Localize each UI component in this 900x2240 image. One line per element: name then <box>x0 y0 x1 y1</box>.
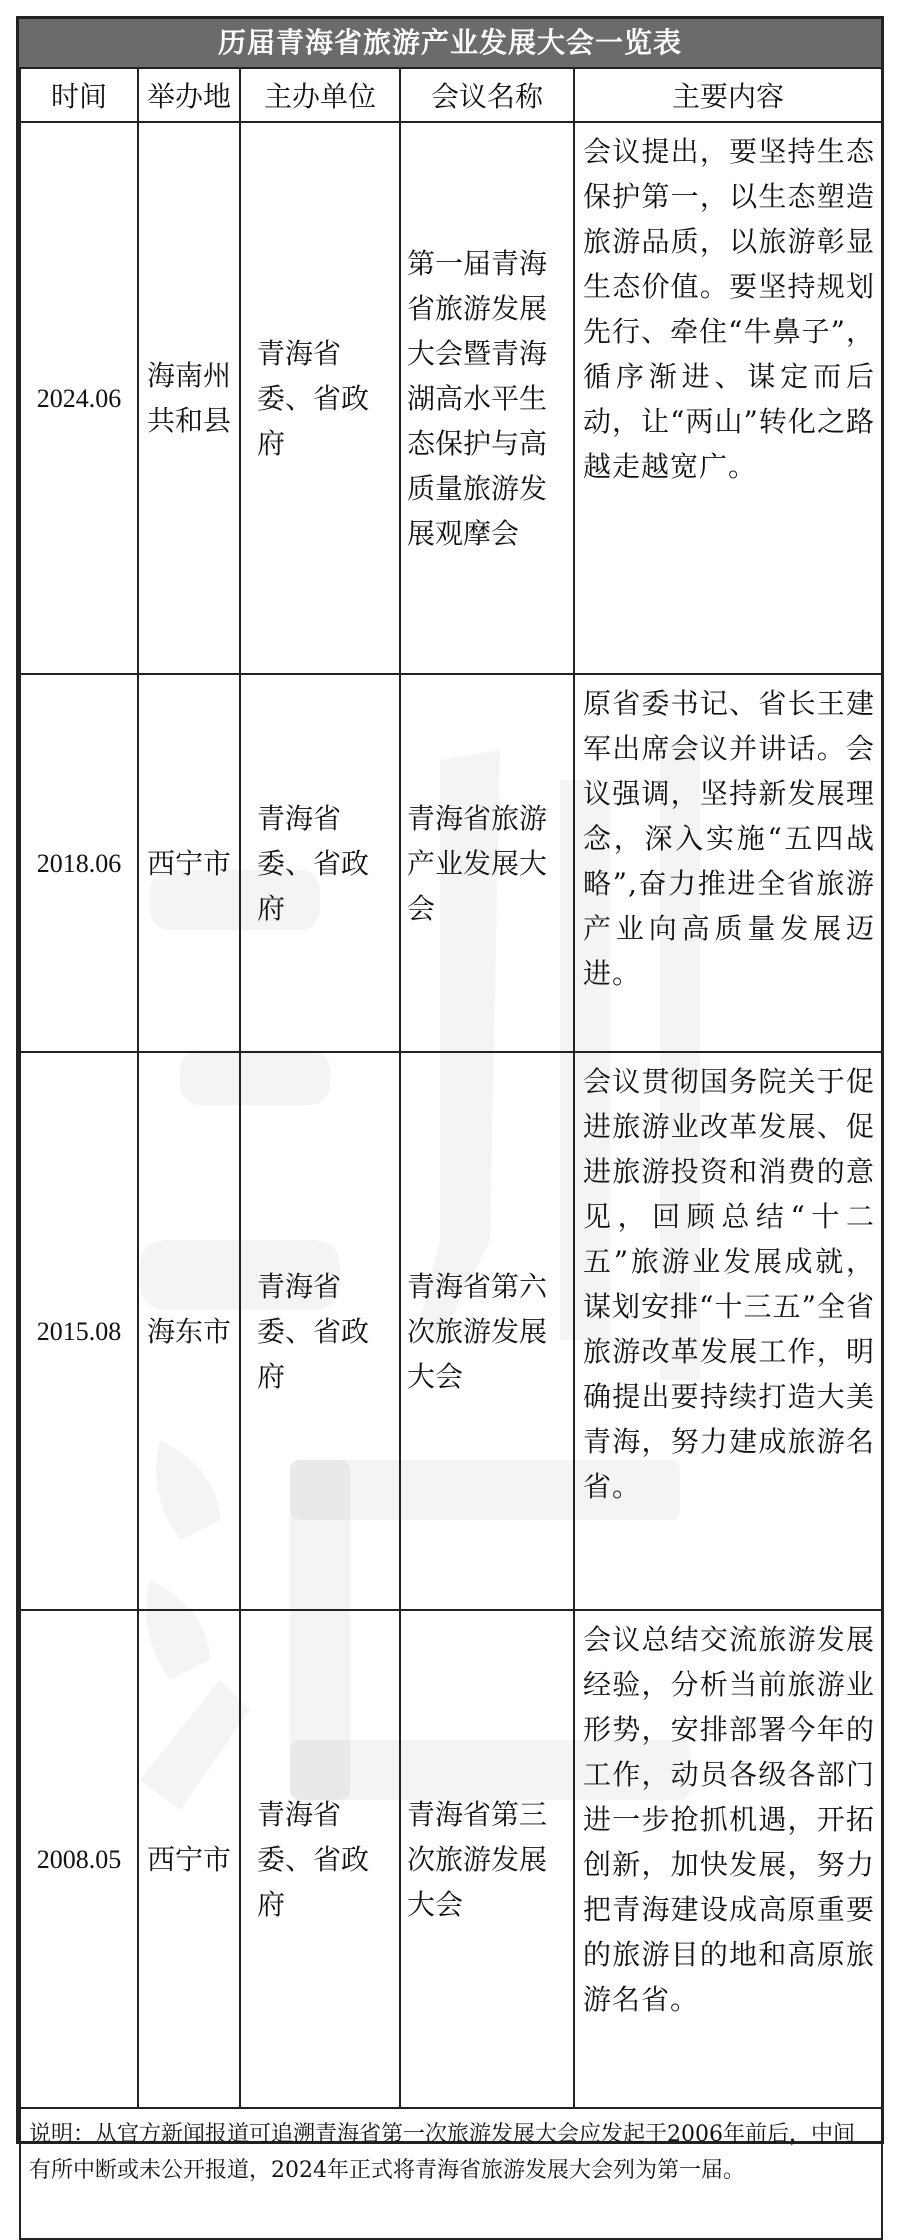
cell-time: 2018.06 <box>20 674 138 1052</box>
cell-name: 第一届青海省旅游发展大会暨青海湖高水平生态保护与高质量旅游发展观摩会 <box>400 122 574 674</box>
table-row <box>20 122 882 674</box>
cell-place: 西宁市 <box>138 674 240 1052</box>
cell-name: 青海省第三次旅游发展大会 <box>400 1610 574 2108</box>
cell-organizer: 青海省委、省政府 <box>240 1052 400 1610</box>
header-place: 举办地 <box>138 68 240 122</box>
cell-organizer: 青海省委、省政府 <box>240 122 400 674</box>
table-row <box>20 1052 882 1610</box>
cell-content: 原省委书记、省长王建军出席会议并讲话。会议强调，坚持新发展理念，深入实施“五四战略”,奋力推进全省旅游产业向高质量发展迈进。 <box>574 674 882 1052</box>
cell-place: 西宁市 <box>138 1610 240 2108</box>
cell-content: 会议总结交流旅游发展经验，分析当前旅游业形势，安排部署今年的工作，动员各级各部门进一步抢抓机遇，开拓创新，加快发展，努力把青海建设成高原重要的旅游目的地和高原旅游名省。 <box>574 1610 882 2108</box>
cell-time: 2015.08 <box>20 1052 138 1610</box>
cell-time: 2024.06 <box>20 122 138 674</box>
note-row <box>20 2108 882 2239</box>
cell-content: 会议贯彻国务院关于促进旅游业改革发展、促进旅游投资和消费的意见，回顾总结“十二五”旅游业发展成就，谋划安排“十三五”全省旅游改革发展工作，明确提出要持续打造大美青海，努力建成旅游名省。 <box>574 1052 882 1610</box>
table-row <box>20 674 882 1052</box>
cell-organizer: 青海省委、省政府 <box>240 674 400 1052</box>
table-note: 说明：从官方新闻报道可追溯青海省第一次旅游发展大会应发起于2006年前后，中间有所中断或未公开报道，2024年正式将青海省旅游发展大会列为第一届。 <box>20 2108 882 2239</box>
header-row <box>20 68 882 122</box>
header-name: 会议名称 <box>400 68 574 122</box>
table-title: 历届青海省旅游产业发展大会一览表 <box>19 19 881 67</box>
cell-name: 青海省第六次旅游发展大会 <box>400 1052 574 1610</box>
cell-place: 海南州共和县 <box>138 122 240 674</box>
cell-organizer: 青海省委、省政府 <box>240 1610 400 2108</box>
table-row <box>20 1610 882 2108</box>
conference-table <box>19 67 883 2240</box>
cell-content: 会议提出，要坚持生态保护第一，以生态塑造旅游品质，以旅游彰显生态价值。要坚持规划先行、牵住“牛鼻子”，循序渐进、谋定而后动，让“两山”转化之路越走越宽广。 <box>574 122 882 674</box>
cell-place: 海东市 <box>138 1052 240 1610</box>
table-frame <box>16 16 884 2183</box>
header-organizer: 主办单位 <box>240 68 400 122</box>
header-time: 时间 <box>20 68 138 122</box>
cell-name: 青海省旅游产业发展大会 <box>400 674 574 1052</box>
header-content: 主要内容 <box>574 68 882 122</box>
cell-time: 2008.05 <box>20 1610 138 2108</box>
